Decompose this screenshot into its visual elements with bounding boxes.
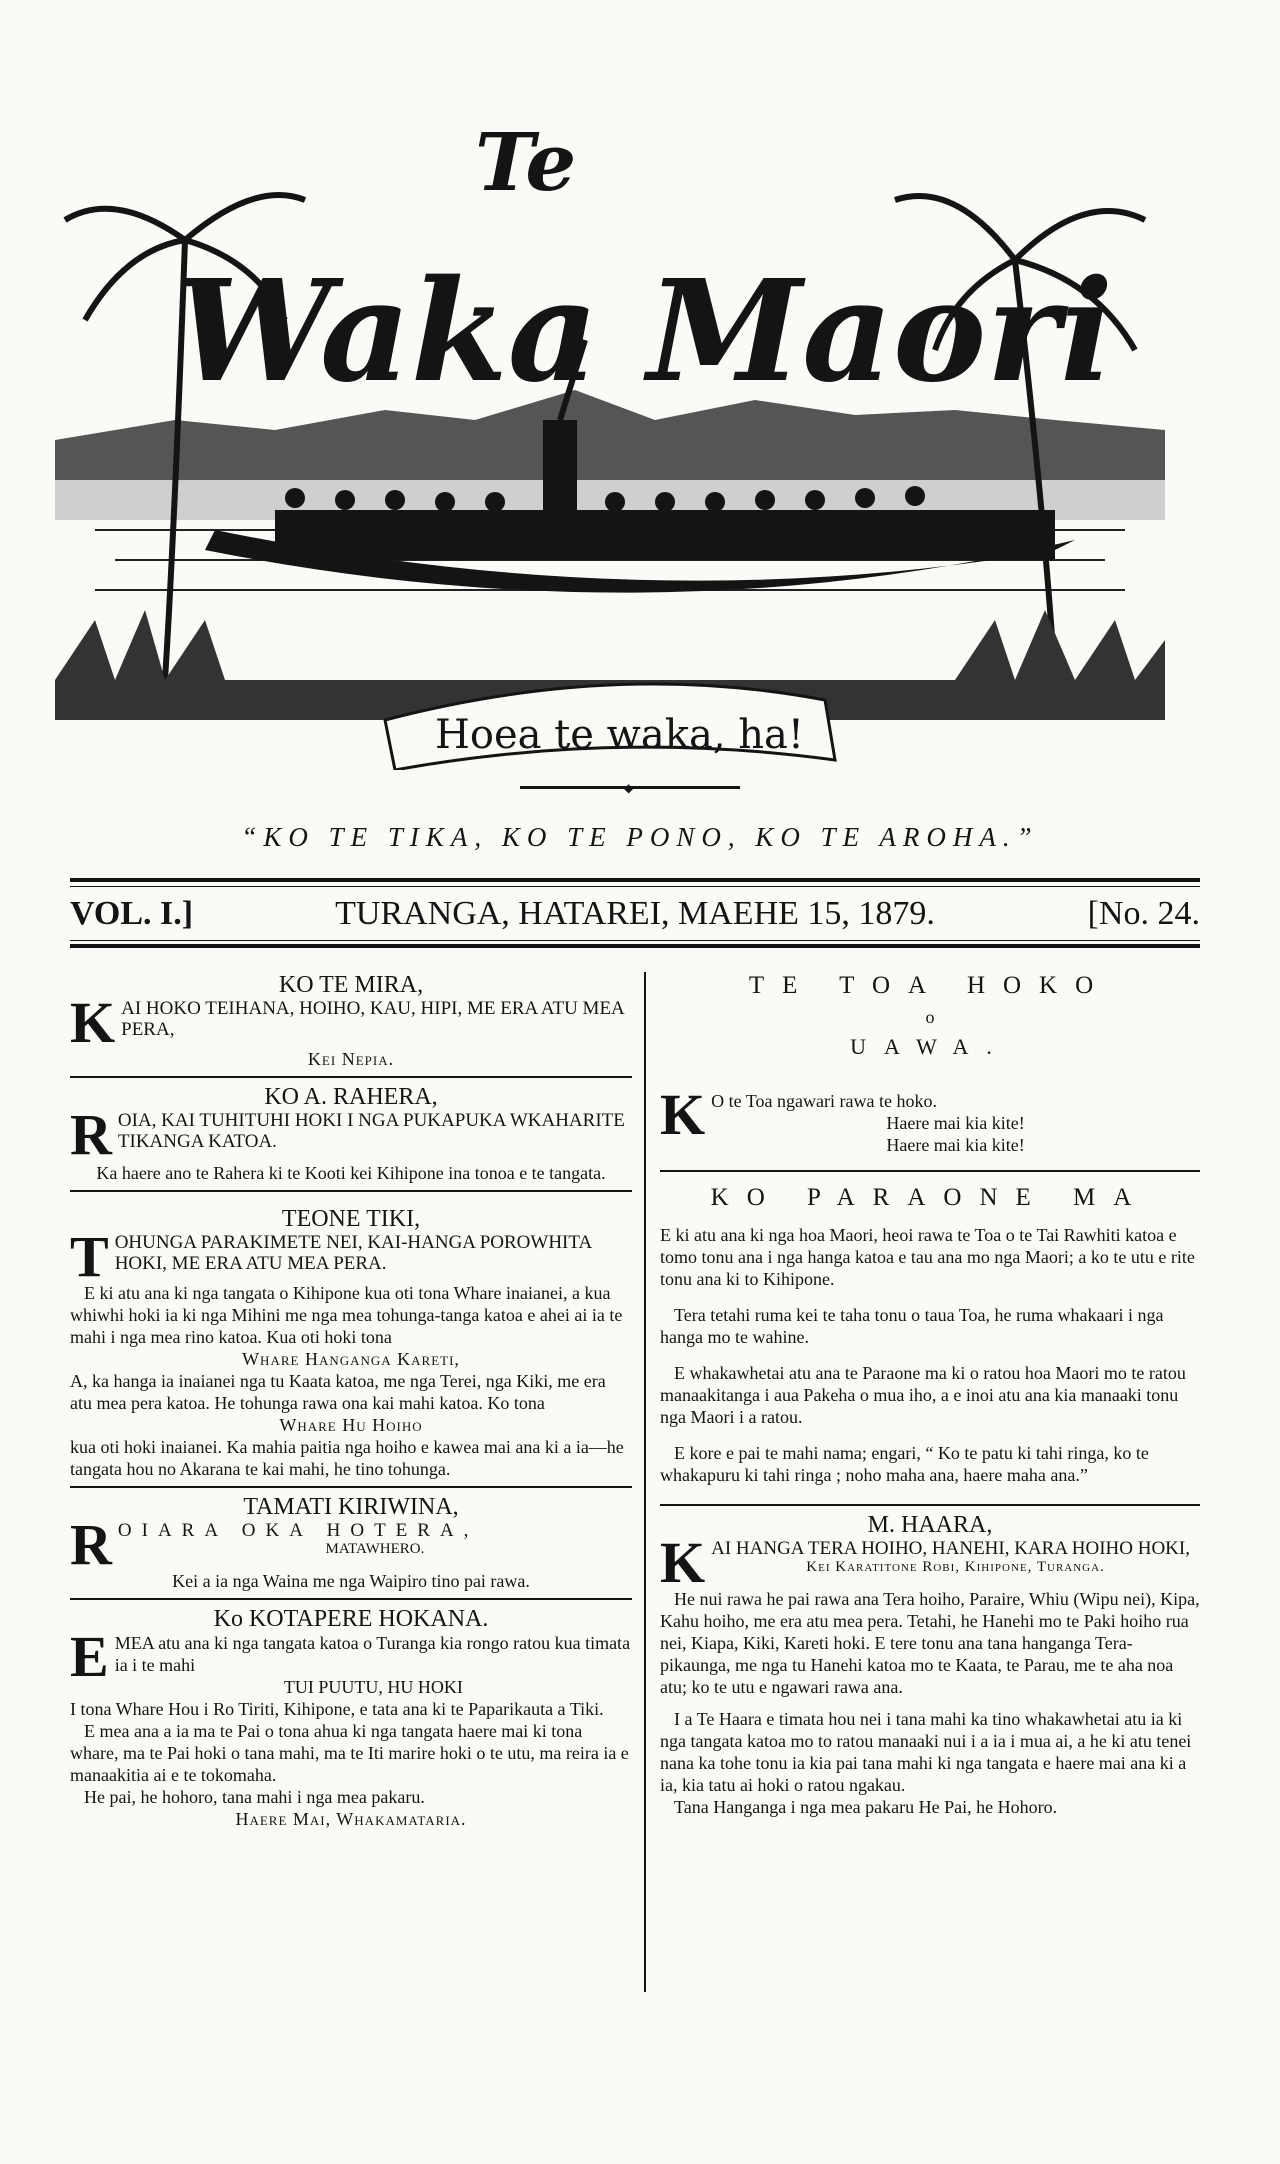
- ad-paragraph: I tona Whare Hou i Ro Tiriti, Kihipone, e tata ana ki te Paparikauta a Tiki.: [70, 1699, 604, 1719]
- ad-text: AI HANGA TERA HOIHO, HANEHI, KARA HOIHO HOKI,: [711, 1538, 1190, 1559]
- ad-sub-o: o: [925, 1007, 935, 1027]
- ad-paragraph: I a Te Haara e timata hou nei i tana mahi ka tino whakawhetai atu ia ki nga tangata katoa mo to ratou manaaki nui i a ia i mua ai, a he ki atu tenei nana ka tohe tonu ia kia pai tana mahi ki nga tangata e haere mai ana ki a ia, kia tatu ai hoki o ratou ngakau.: [660, 1709, 1192, 1795]
- drop-cap: K: [660, 1530, 706, 1595]
- issue-number: [No. 24.: [1087, 895, 1200, 932]
- divider: [70, 1190, 632, 1192]
- drop-cap: R: [70, 1512, 112, 1577]
- masthead-banner: Hoea te waka, ha!: [435, 712, 804, 758]
- ad-paragraph: kua oti hoki inaianei. Ka mahia paitia nga hoiho e kawea mai ana ki a ia—he tangata hou no Akarana te kai mahi, he tino tohunga.: [70, 1437, 624, 1479]
- issue-line: [70, 895, 1200, 939]
- ad-call: Haere mai kia kite!: [886, 1135, 1025, 1155]
- ad-paragraph: He pai, he hohoro, tana mahi i nga mea pakaru.: [84, 1787, 425, 1807]
- ad-heading: Ko KOTAPERE HOKANA.: [213, 1606, 489, 1632]
- ad-toa-hoko: [660, 972, 1200, 1156]
- mid-double-rule: [70, 944, 1200, 948]
- ad-subheading: TUI PUUTU, HU HOKI: [283, 1677, 463, 1697]
- ad-paragraph: E mea ana a ia ma te Pai o tona ahua ki nga tangata haere mai ki tona whare, ma te Pai hoki o tana mahi, ma te Iti marire hoki o te utu, ma reira ia e manaakitia ai e te tokomaha.: [70, 1721, 629, 1785]
- ad-text: MEA atu ana ki nga tangata katoa o Turanga kia rongo ratou kua timata ia i te mahi: [114, 1633, 631, 1675]
- divider: [660, 1504, 1200, 1506]
- right-column: [660, 972, 1200, 1818]
- ad-haara: [660, 1512, 1200, 1818]
- ad-text: O te Toa ngawari rawa te hoko.: [711, 1091, 937, 1111]
- ad-text: OIARA OKA HOTERA,: [117, 1520, 479, 1541]
- ad-heading: KO PARAONE MA: [710, 1184, 1150, 1211]
- ad-paragraph: Tera tetahi ruma kei te taha tonu o taua Toa, he ruma whakaari i nga hanga mo te wahine.: [660, 1305, 1164, 1347]
- ad-heading: TE TOA HOKO: [748, 972, 1112, 999]
- ad-text: AI HOKO TEIHANA, HOIHO, KAU, HIPI, ME ERA ATU MEA PERA,: [121, 998, 624, 1040]
- ad-paragraph: Tana Hanganga i nga mea pakaru He Pai, he Hohoro.: [674, 1797, 1058, 1817]
- ad-subheading: Whare Hu Hoiho: [279, 1415, 423, 1435]
- ad-heading: KO A. RAHERA,: [264, 1084, 438, 1110]
- divider: [70, 1076, 632, 1078]
- ad-heading: TAMATI KIRIWINA,: [243, 1494, 459, 1520]
- divider: [70, 1598, 632, 1600]
- ad-subheading: Whare Hanganga Kareti,: [242, 1349, 460, 1369]
- drop-cap: R: [70, 1102, 112, 1167]
- top-double-rule: [70, 878, 1200, 882]
- ad-place: Kei Karatitone Robi, Kihipone, Turanga.: [806, 1559, 1105, 1575]
- ad-tamati: [70, 1494, 632, 1592]
- ad-teone: [70, 1206, 632, 1480]
- volume-label: VOL. I.]: [70, 895, 194, 932]
- ad-paragraph: E ki atu ana ki nga hoa Maori, heoi rawa te Toa o te Tai Rawhiti katoa e tomo tonu ana i nga hanga katoa e tau ana mo nga Maori; a ko te utu e rite tonu ana ki to Kihipone.: [660, 1225, 1195, 1289]
- ad-mira: [70, 972, 632, 1070]
- motto: “KO TE TIKA, KO TE PONO, KO TE AROHA.”: [241, 822, 1039, 852]
- left-column: [70, 972, 632, 1830]
- ad-rahera: [70, 1084, 632, 1184]
- ad-place: UAWA.: [850, 1034, 1010, 1059]
- title-te: Te: [475, 120, 577, 209]
- ad-paragraph: E whakawhetai atu ana te Paraone ma ki o ratou hoa Maori mo te ratou manaakitanga i aua Pakeha o mua iho, a e inoi atu ana kia manaaki tonu nga Maori i a ratou.: [660, 1363, 1186, 1427]
- ad-paraone: [660, 1184, 1200, 1486]
- drop-cap: T: [70, 1224, 109, 1289]
- masthead-illustration: [55, 120, 1165, 770]
- place-date: TURANGA, HATAREI, MAEHE 15, 1879.: [335, 895, 935, 932]
- top-thin-rule: [70, 886, 1200, 887]
- ad-place: MATAWHERO.: [325, 1541, 425, 1557]
- ad-note: Ka haere ano te Rahera ki te Kooti kei Kihipone ina tonoa e te tangata.: [96, 1163, 606, 1183]
- ornament-diamond: ◆: [624, 781, 634, 795]
- title-waka-maori: Waka Maori: [175, 250, 1114, 414]
- column-divider: [644, 972, 646, 1992]
- divider: [660, 1170, 1200, 1172]
- ad-paragraph: E ki atu ana ki nga tangata o Kihipone kua oti tona Whare inaianei, a kua whiwhi hoki ia ki nga Mihini me nga mea tohunga-tanga katoa e ahei ai ia te mahi i nga mea rino katoa. Kua oti hoki tona: [70, 1283, 623, 1347]
- ad-place: Kei Nepia.: [307, 1049, 395, 1069]
- ad-note: Kei a ia nga Waina me nga Waipiro tino pai rawa.: [172, 1571, 530, 1591]
- ad-text: OIA, KAI TUHITUHI HOKI I NGA PUKAPUKA WKAHARITE TIKANGA KATOA.: [117, 1110, 625, 1152]
- ad-heading: KO TE MIRA,: [278, 972, 424, 998]
- ad-text: OHUNGA PARAKIMETE NEI, KAI-HANGA POROWHITA HOKI, ME ERA ATU MEA PERA.: [114, 1232, 592, 1274]
- ad-paragraph: He nui rawa he pai rawa ana Tera hoiho, Paraire, Whiu (Wipu nei), Kipa, Kahu hoiho, me era atu mea pera. Tetahi, he Hanehi mo te Paki hoiho rua nei, Kiapa, Kiki, Kareti hoki. E tere tonu ana tana hanganga Tera-pikaunga, me nga tu Hanehi katoa mo te Kaata, te Parau, me te aha noa atu; ko te utu e ngawari rawa ana.: [660, 1589, 1200, 1697]
- ad-heading: TEONE TIKI,: [281, 1206, 421, 1232]
- ad-closing: Haere Mai, Whakamataria.: [235, 1809, 467, 1829]
- ad-heading: M. HAARA,: [867, 1512, 993, 1538]
- ad-paragraph: E kore e pai te mahi nama; engari, “ Ko te patu ki tahi ringa, ko te whakapuru ki tahi ringa ; noho maha ana, haere maha ana.”: [660, 1443, 1149, 1485]
- drop-cap: K: [660, 1082, 706, 1147]
- drop-cap: E: [70, 1624, 109, 1689]
- divider: [70, 1486, 632, 1488]
- mid-thin-rule: [70, 940, 1200, 941]
- ad-paragraph: A, ka hanga ia inaianei nga tu Kaata katoa, me nga Terei, nga Kiki, me era atu mea pera katoa. He tohunga rawa ona kai mahi katoa. Ko tona: [70, 1371, 606, 1413]
- ad-kotapere: [70, 1606, 632, 1830]
- ad-call: Haere mai kia kite!: [886, 1113, 1025, 1133]
- drop-cap: K: [70, 990, 116, 1055]
